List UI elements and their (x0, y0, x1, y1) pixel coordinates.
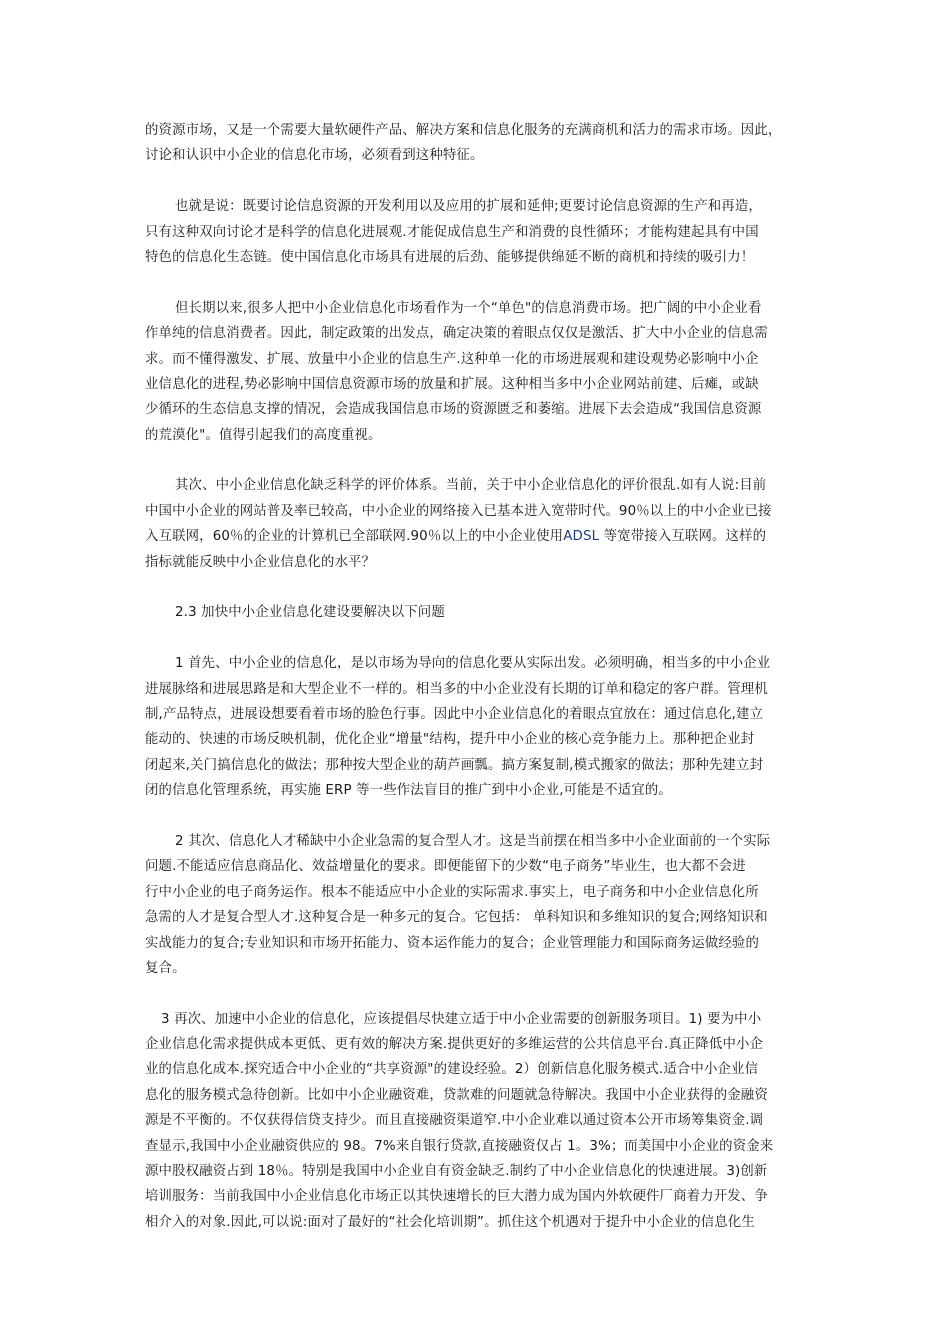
paragraph-8-line-1: 3 再次、加速中小企业的信息化，应该提倡尽快建立适于中小企业需要的创新服务项目。1) 要为中小 (161, 1011, 762, 1027)
paragraph-1-line-2: 讨论和认识中小企业的信息化市场，必须看到这种特征。 (145, 148, 484, 164)
paragraph-7-line-5: 实战能力的复合;专业知识和市场开拓能力、资本运作能力的复合；企业管理能力和国际商务运做经验的 (145, 935, 759, 951)
paragraph-8-line-7: 源中股权融资占到 18％。特别是我国中小企业自有资金缺乏.制约了中小企业信息化的快速进展。3)创新 (145, 1164, 768, 1180)
paragraph-7-line-4: 急需的人才是复合型人才.这种复合是一种多元的复合。它包括： 单科知识和多维知识的复合;网络知识和 (145, 910, 768, 926)
paragraph-6-line-3: 制,产品特点，进展设想要看着市场的脸色行事。因此中小企业信息化的着眼点宜放在：通过信息化,建立 (145, 706, 764, 722)
adsl-term: ADSL (563, 529, 600, 545)
paragraph-4-line-2: 中国中小企业的网站普及率已较高，中小企业的网络接入已基本进入宽带时代。90％以上的中小企业已接 (145, 503, 772, 519)
paragraph-8-line-2: 企业信息化需求提供成本更低、更有效的解决方案.提供更好的多维运营的公共信息平台.真正降低中小企 (145, 1037, 764, 1053)
paragraph-3-line-1: 但长期以来,很多人把中小企业信息化市场看作为一个“单色"的信息消费市场。把广阔的中小企业看 (175, 300, 762, 316)
paragraph-8-line-5: 源是不平衡的。不仅获得信贷支持少。而且直接融资渠道窄.中小企业难以通过资本公开市场筹集资金.调 (145, 1113, 764, 1129)
paragraph-3-line-5: 少循环的生态信息支撑的情况，会造成我国信息市场的资源匮乏和萎缩。进展下去会造成“我国信息资源 (145, 402, 762, 418)
paragraph-3-line-6: 的荒漠化"。值得引起我们的高度重视。 (145, 427, 382, 443)
paragraph-1-line-1: 的资源市场，又是一个需要大量软硬件产品、解决方案和信息化服务的充满商机和活力的需求市场。因此， (145, 123, 782, 138)
paragraph-3-line-3: 求。而不懂得激发、扩展、放量中小企业的信息生产.这种单一化的市场进展观和建设观势必影响中小企 (145, 351, 759, 367)
paragraph-8-line-4: 息化的服务模式急待创新。比如中小企业融资难，贷款难的问题就急待解决。我国中小企业获得的金融资 (145, 1087, 768, 1103)
paragraph-8-line-8: 培训服务：当前我国中小企业信息化市场正以其快速增长的巨大潜力成为国内外软硬件厂商着力开发、争 (145, 1189, 768, 1205)
paragraph-8-line-6: 查显示,我国中小企业融资供应的 98。7%来自银行贷款,直接融资仅占 1。3%；而美国中小企业的资金来 (145, 1138, 774, 1154)
paragraph-7-line-6: 复合。 (145, 960, 186, 976)
paragraph-2-line-1: 也就是说：既要讨论信息资源的开发利用以及应用的扩展和延伸;更要讨论信息资源的生产和再造， (175, 199, 762, 215)
paragraph-2-line-3: 特色的信息化生态链。使中国信息化市场具有进展的后劲、能够提供绵延不断的商机和持续的吸引力！ (145, 249, 755, 265)
paragraph-6-line-6: 闭的信息化管理系统，再实施 ERP 等一些作法盲目的推广到中小企业,可能是不适宜的。 (145, 783, 672, 799)
paragraph-6-line-5: 闭起来,关门搞信息化的做法；那种按大型企业的葫芦画瓢。搞方案复制,模式搬家的做法；那种先建立封 (145, 757, 764, 773)
document-body (145, 118, 815, 1235)
paragraph-8-line-3: 业的信息化成本.探究适合中小企业的“共享资源"的建设经验。2）创新信息化服务模式.适合中小企业信 (145, 1062, 759, 1078)
section-heading: 2.3 加快中小企业信息化建设要解决以下问题 (175, 605, 445, 621)
paragraph-4-line-3-head: 入互联网，60％的企业的计算机已全部联网.90％以上的中小企业使用 (145, 529, 564, 545)
paragraph-8-line-9: 相介入的对象.因此,可以说:面对了最好的“社会化培训期”。抓住这个机遇对于提升中小企业的信息化生 (145, 1214, 755, 1230)
paragraph-3-line-4: 业信息化的进程,势必影响中国信息资源市场的放量和扩展。这种相当多中小企业网站前建、后瘫，或缺 (145, 376, 759, 392)
paragraph-6-line-4: 能动的、快速的市场反映机制，优化企业“增量"结构，提升中小企业的核心竞争能力上。那种把企业封 (145, 732, 755, 748)
paragraph-6-line-1: 1 首先、中小企业的信息化，是以市场为导向的信息化要从实际出发。必须明确，相当多的中小企业 (175, 656, 771, 672)
paragraph-7-line-2: 问题.不能适应信息商品化、效益增量化的要求。即便能留下的少数“电子商务”毕业生，也大都不会进 (145, 859, 746, 875)
paragraph-3-line-2: 作单纯的信息消费者。因此，制定政策的出发点，确定决策的着眼点仅仅是激活、扩大中小企业的信息需 (145, 326, 768, 342)
paragraph-4-line-1: 其次、中小企业信息化缺乏科学的评价体系。当前，关于中小企业信息化的评价很乱.如有人说:目前 (175, 478, 767, 494)
paragraph-7-line-1: 2 其次、信息化人才稀缺中小企业急需的复合型人才。这是当前摆在相当多中小企业面前的一个实际 (175, 833, 771, 849)
paragraph-4-line-4: 指标就能反映中小企业信息化的水平？ (145, 554, 376, 570)
paragraph-2-line-2: 只有这种双向讨论才是科学的信息化进展观.才能促成信息生产和消费的良性循环；才能构建起具有中国 (145, 224, 759, 240)
paragraph-7-line-3: 行中小企业的电子商务运作。根本不能适应中小企业的实际需求.事实上，电子商务和中小企业信息化所 (145, 884, 759, 900)
paragraph-4-line-3-tail: 等宽带接入互联网。这样的 (599, 529, 767, 545)
paragraph-4-line-3 (145, 524, 815, 549)
paragraph-6-line-2: 进展脉络和进展思路是和大型企业不一样的。相当多的中小企业没有长期的订单和稳定的客户群。管理机 (145, 681, 768, 697)
